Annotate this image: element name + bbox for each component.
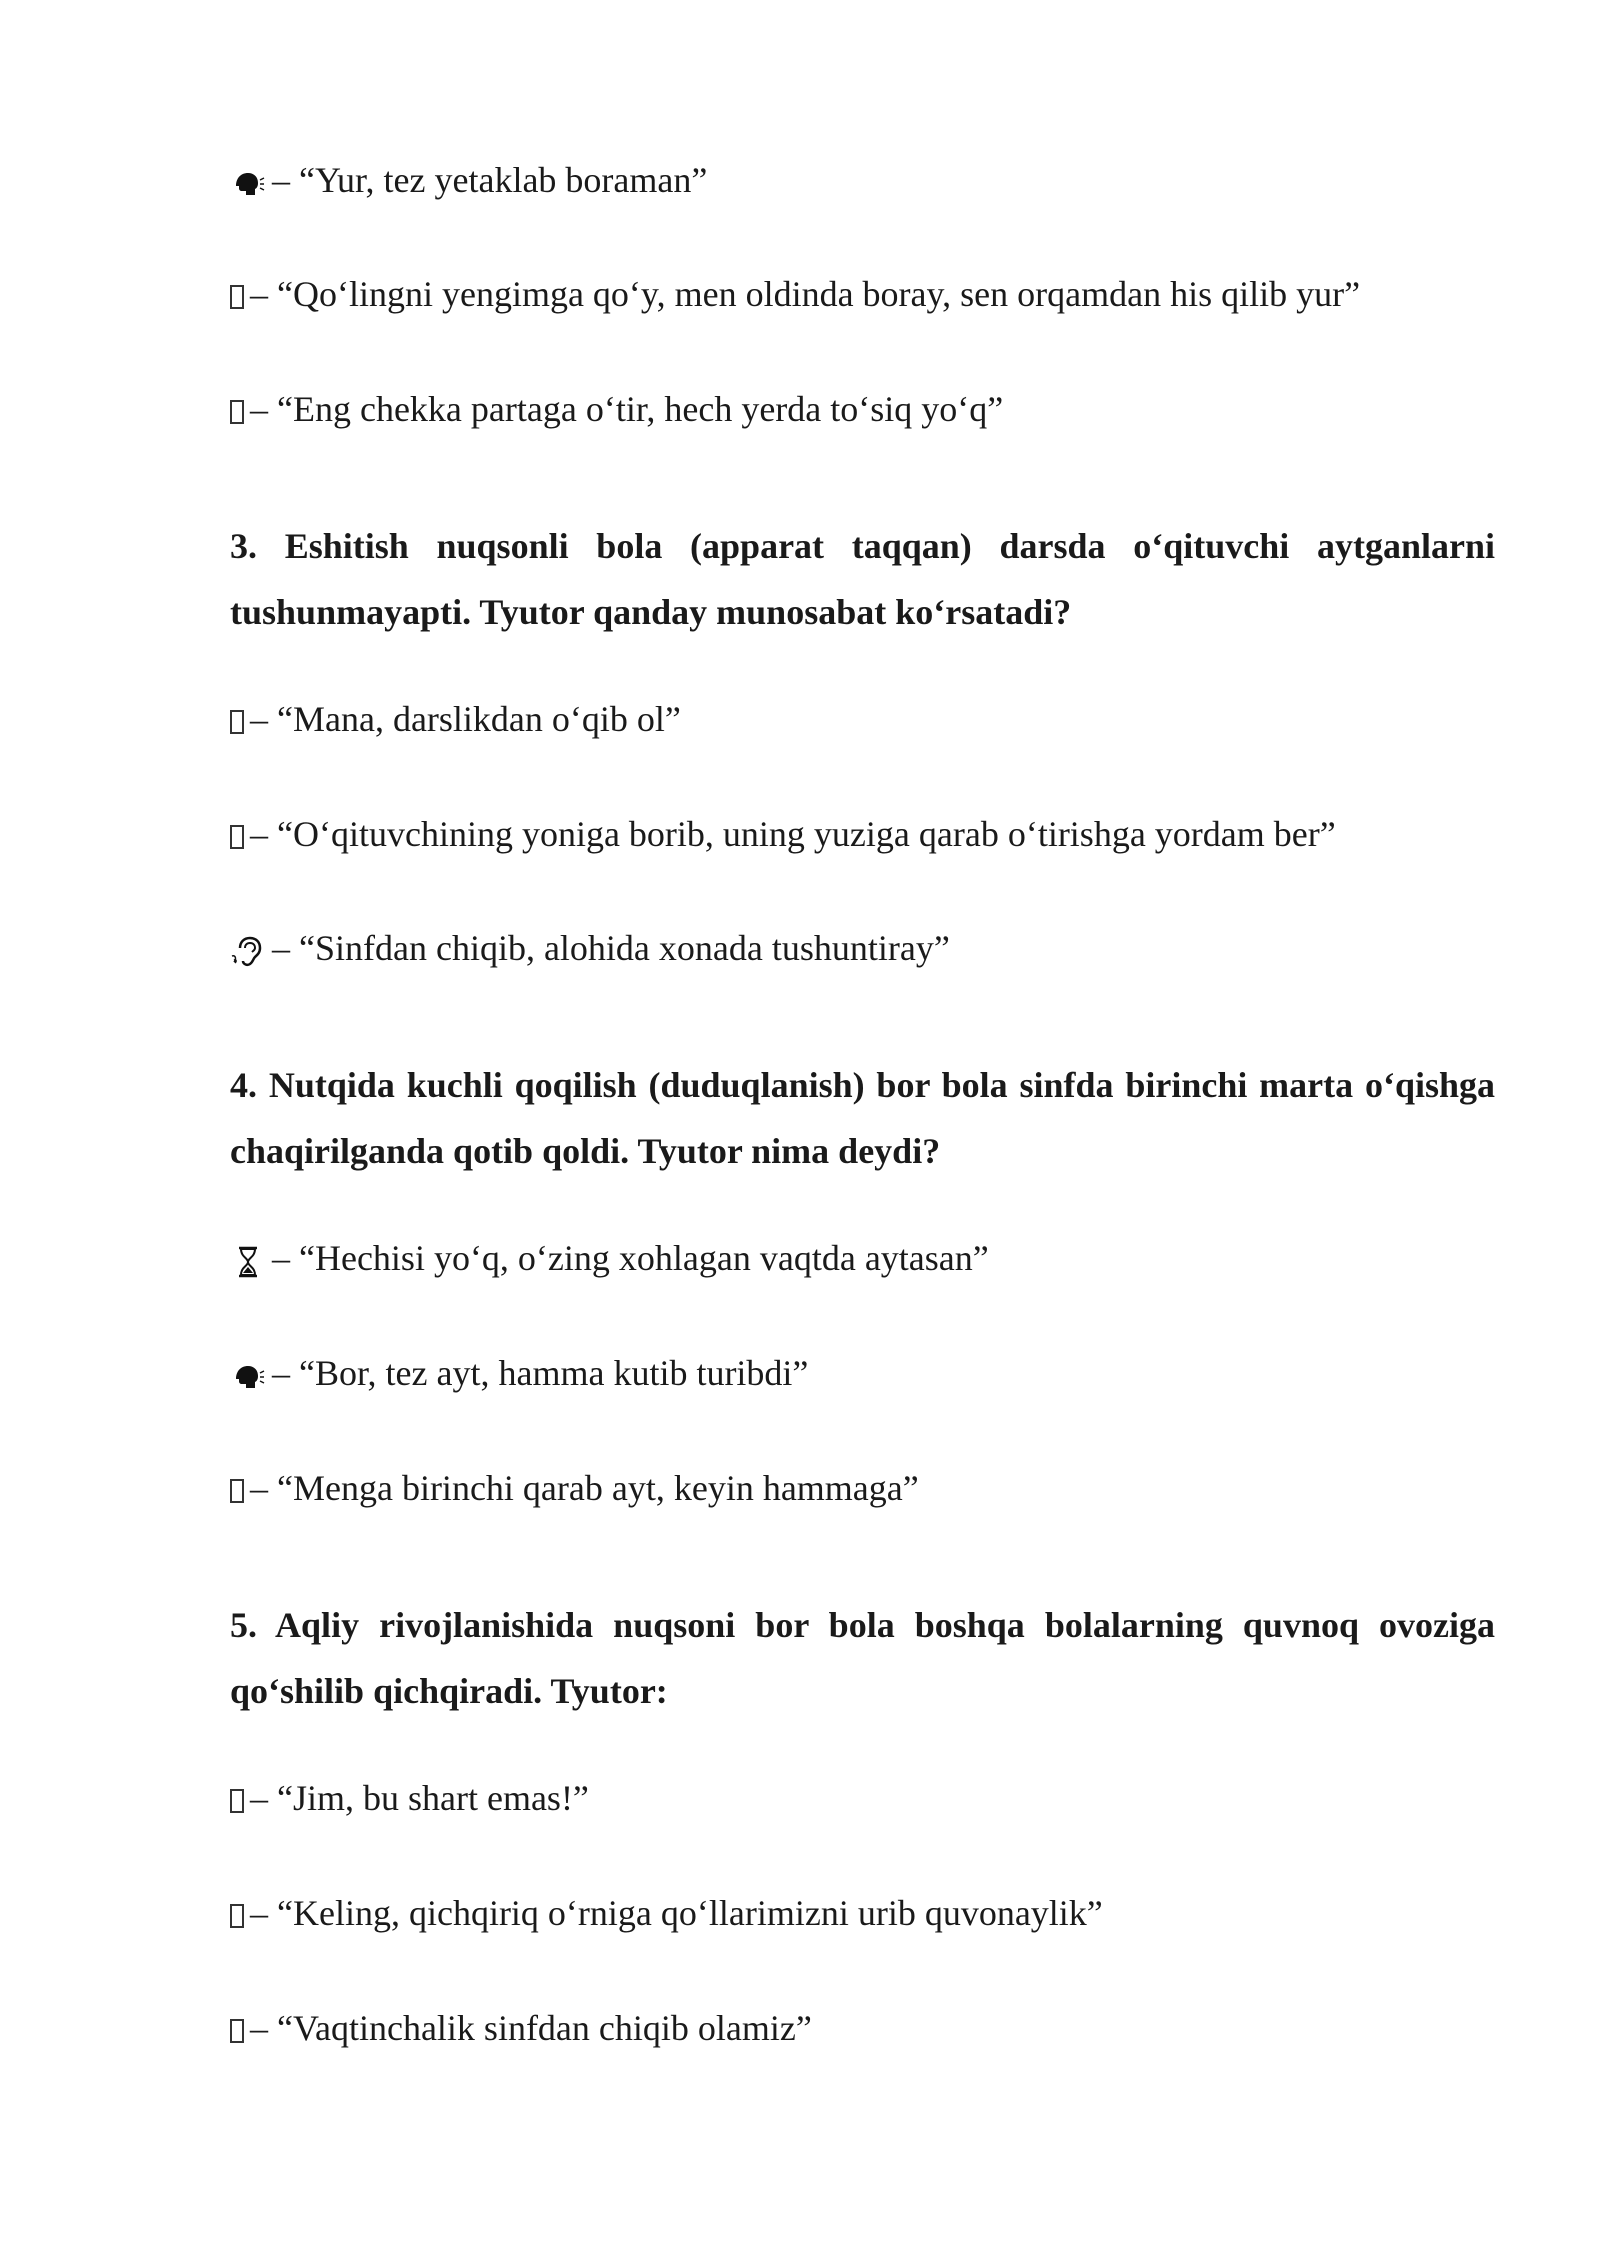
- option-text: – “Hechisi yo‘q, o‘zing xohlagan vaqtda aytasan”: [272, 1238, 989, 1278]
- speaking-head-icon: [230, 162, 266, 206]
- question-4-text: 4. Nutqida kuchli qoqilish (duduqlanish) bor bola sinfda birinchi marta o‘qishga chaqirilganda qotib qoldi. Tyutor nima deydi?: [230, 1065, 1495, 1171]
- missing-glyph-icon: [230, 400, 244, 424]
- option-text: – “Sinfdan chiqib, alohida xonada tushuntiray”: [272, 928, 950, 968]
- option-text: – “O‘qituvchining yoniga borib, uning yuziga qarab o‘tirishga yordam ber”: [250, 814, 1336, 854]
- missing-glyph-icon: [230, 825, 244, 849]
- answer-option: [230, 1236, 1490, 1284]
- option-text: – “Menga birinchi qarab ayt, keyin hammaga”: [250, 1468, 919, 1508]
- ear-icon: [230, 930, 266, 974]
- answer-option: [230, 387, 1490, 431]
- option-text: – “Qo‘lingni yengimga qo‘y, men oldinda boray, sen orqamdan his qilib yur”: [250, 274, 1361, 314]
- answer-option: [230, 926, 1490, 974]
- answer-option: [230, 1776, 1490, 1820]
- option-text: – “Bor, tez ayt, hamma kutib turibdi”: [272, 1353, 809, 1393]
- option-text: – “Vaqtinchalik sinfdan chiqib olamiz”: [250, 2008, 812, 2048]
- option-text: – “Yur, tez yetaklab boraman”: [272, 160, 708, 200]
- answer-option: [230, 1351, 1490, 1399]
- answer-option: [230, 2006, 1490, 2050]
- answer-option: [230, 158, 1490, 206]
- hourglass-icon: [230, 1240, 266, 1284]
- missing-glyph-icon: [230, 710, 244, 734]
- speaking-head-icon: [230, 1355, 266, 1399]
- option-text: – “Mana, darslikdan o‘qib ol”: [250, 699, 681, 739]
- answer-option: [230, 697, 1490, 741]
- missing-glyph-icon: [230, 1789, 244, 1813]
- answer-option: [230, 1466, 1490, 1510]
- option-text: – “Keling, qichqiriq o‘rniga qo‘llarimizni urib quvonaylik”: [250, 1893, 1103, 1933]
- question-3-text: 3. Eshitish nuqsonli bola (apparat taqqan) darsda o‘qituvchi aytganlarni tushunmayapti. Tyutor qanday munosabat ko‘rsatadi?: [230, 526, 1495, 632]
- answer-option: [230, 1891, 1490, 1935]
- question-5-text: 5. Aqliy rivojlanishida nuqsoni bor bola boshqa bolalarning quvnoq ovoziga qo‘shilib qichqiradi. Tyutor:: [230, 1605, 1495, 1711]
- missing-glyph-icon: [230, 1904, 244, 1928]
- missing-glyph-icon: [230, 1479, 244, 1503]
- answer-option: [230, 272, 1490, 316]
- option-text: – “Eng chekka partaga o‘tir, hech yerda to‘siq yo‘q”: [250, 389, 1004, 429]
- missing-glyph-icon: [230, 2019, 244, 2043]
- missing-glyph-icon: [230, 285, 244, 309]
- answer-option: [230, 812, 1490, 856]
- option-text: – “Jim, bu shart emas!”: [250, 1778, 589, 1818]
